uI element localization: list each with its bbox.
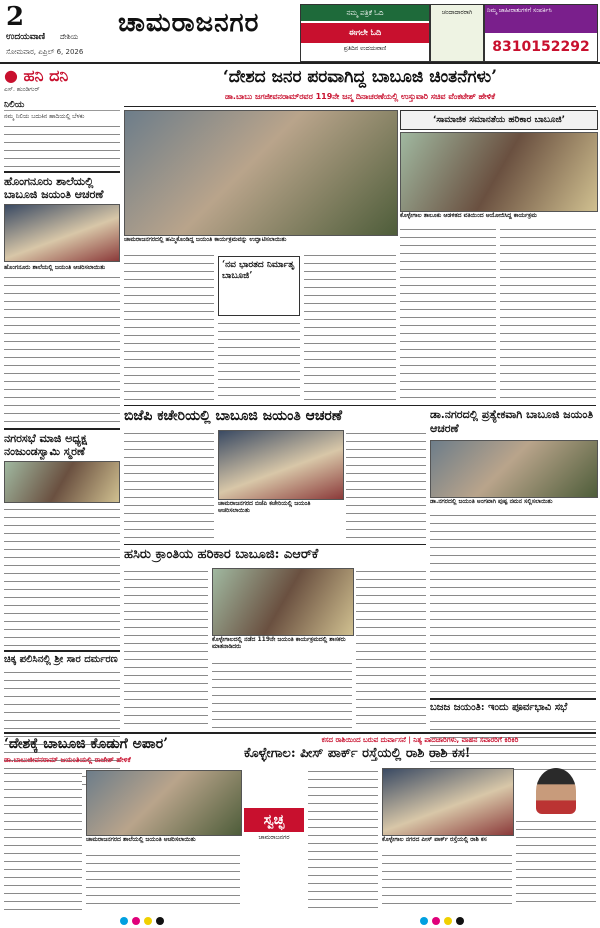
side-body-col1 bbox=[400, 226, 496, 402]
bjp-body bbox=[124, 430, 214, 540]
registration-dot-icon bbox=[432, 917, 440, 925]
ad-reader-bottom: ಪ್ರತಿದಿನ ಉದಯವಾಣಿ bbox=[343, 45, 387, 52]
green-rule bbox=[124, 544, 426, 545]
bjp-photo bbox=[218, 430, 344, 500]
ad-reader-promo[interactable] bbox=[300, 4, 430, 62]
registration-dot-icon bbox=[420, 917, 428, 925]
bottom-left-headline[interactable]: ‘ದೇಶಕ್ಕೆ ಬಾಬೂಜಿ ಕೊಡುಗೆ ಅಪಾರ’ bbox=[4, 736, 169, 752]
bottom-left-caption: ಚಾಮರಾಜನಗರದ ಶಾಲೆಯಲ್ಲಿ ಜಯಂತಿ ಆಚರಿಸಲಾಯಿತು bbox=[86, 836, 196, 843]
drop-icon: ● bbox=[4, 66, 18, 85]
lead-subhead: ಡಾ.ಬಾಬು ಜಗಜೀವನರಾಮ್‌ರವರ 119ನೇ ಜನ್ಮ ದಿನಾಚರಣೆಯಲ್ಲಿ ಉಸ್ತುವಾರಿ ಸಚಿವ ವೆಂಕಟೇಶ್ ಹೇಳಿಕೆ bbox=[224, 92, 496, 101]
page-number: 2 bbox=[6, 2, 25, 32]
print-registration-strip bbox=[0, 914, 600, 928]
bottom-right-photo bbox=[382, 768, 514, 836]
side-photo-caption: ಕೊಳ್ಳೇಗಾಲ ತಾಲೂಕು ಆಡಳಿತದ ವತಿಯಿಂದ ಆಯೋಜಿಸಿದ್ದ ಕಾರ್ಯಕ್ರಮ bbox=[400, 212, 537, 219]
green-body-col1 bbox=[124, 568, 208, 728]
registration-dot-icon bbox=[144, 917, 152, 925]
lead-photo bbox=[124, 110, 398, 236]
bottom-left-subhead: ಡಾ.ಬಾಬುಜೀವನರಾಮ್ ಜಯಂತಿಯಲ್ಲಿ ರಾಜೇಶ್ ಹೇಳಿಕೆ bbox=[4, 756, 131, 764]
pull-quote-box bbox=[218, 256, 300, 316]
side-photo bbox=[400, 132, 598, 212]
bottom-right-body-1 bbox=[308, 768, 378, 910]
nagar-photo bbox=[430, 440, 598, 498]
ad-contact-text: ನಿಮ್ಮ ಜಾಹೀರಾತುಗಳಿಗೆ ಸಂಪರ್ಕಿಸಿ bbox=[485, 5, 597, 33]
story1-headline[interactable]: ಹೊಂಗನೂರು ಶಾಲೆಯಲ್ಲಿ ಬಾಬೂಜಿ ಜಯಂತಿ ಆಚರಣೆ bbox=[4, 171, 120, 201]
lead-body-col3 bbox=[304, 252, 396, 402]
ad-subscribe-text: ಚಂದಾದಾರರಾಗಿ bbox=[441, 9, 473, 16]
bjp-headline[interactable]: ಬಿಜೆಪಿ ಕಚೇರಿಯಲ್ಲಿ ಬಾಬೂಜಿ ಜಯಂತಿ ಆಚರಣೆ bbox=[124, 408, 343, 424]
column-brand: ● ಹನಿ ದನಿ bbox=[4, 66, 69, 85]
ad-reader-mid: ಈಗಲೇ ಓದಿ bbox=[301, 23, 429, 43]
issue-date: ಸೋಮವಾರ, ಏಪ್ರಿಲ್ 6, 2026 bbox=[6, 48, 84, 56]
story2-body bbox=[4, 506, 120, 646]
bottom-left-body-2 bbox=[86, 852, 240, 910]
poem-body bbox=[4, 123, 120, 167]
paper-tag: ದೇಶಿಯ bbox=[60, 33, 79, 41]
lead-rule bbox=[124, 106, 596, 107]
registration-dot-icon bbox=[156, 917, 164, 925]
bjp-body-2 bbox=[346, 430, 426, 540]
left-column bbox=[4, 66, 120, 789]
poem-title: ನಿಲಿಯ bbox=[4, 100, 120, 111]
reporter-quote bbox=[516, 818, 596, 908]
reporter-avatar bbox=[536, 768, 576, 814]
bottom-left-photo bbox=[86, 770, 242, 836]
story3-headline[interactable]: ಚಿಕ್ಕ ಪಲಿಸಿನಲ್ಲಿ ಶ್ರೀ ಸಾರ ದರ್ಮರಣ bbox=[4, 650, 120, 666]
green-photo bbox=[212, 568, 354, 636]
district-title: ಚಾಮರಾಜನಗರ bbox=[118, 8, 260, 38]
nagar-headline[interactable]: ಡಾ.ನಗರದಲ್ಲಿ ಪ್ರತ್ಯೇಕವಾಗಿ ಬಾಬೂಜಿ ಜಯಂತಿ ಆಚರಣೆ bbox=[430, 408, 594, 435]
lead-body-col2 bbox=[218, 320, 300, 402]
nagar-caption: ಡಾ.ನಗರದಲ್ಲಿ ಜಯಂತಿ ಅಂಗವಾಗಿ ಪುಷ್ಪ ನಮನ ಸಲ್ಲಿಸಲಾಯಿತು bbox=[430, 498, 553, 505]
side-body-col2 bbox=[500, 226, 596, 402]
ad-contact-phone: 8310152292 bbox=[492, 39, 590, 55]
poem-text: ನಮ್ಮ ನಿಲಿಯ ಬದುಕಿನ ಹಾದಿಯಲ್ಲಿ ಬೆಳಕು bbox=[4, 113, 85, 120]
story2-photo bbox=[4, 461, 120, 503]
lead-body-col1 bbox=[124, 252, 214, 402]
middle-rule bbox=[124, 405, 596, 406]
bajaj-headline[interactable]: ಬಜಜ ಜಯಂತಿ: ಇಂದು ಪೂರ್ವಭಾವಿ ಸಭೆ bbox=[430, 698, 596, 714]
paper-name: ಉದಯವಾಣಿ bbox=[6, 32, 46, 42]
bottom-banner: ಕಸದ ರಾಶಿಯಿಂದ ಬರುವ ದುರ್ವಾಸನೆ | ನಿತ್ಯ ಪಾದಚಾರಿಗಳು, ವಾಹನ ಸವಾರರಿಗೆ ಕಿರಿಕಿರಿ bbox=[321, 736, 519, 744]
bottom-right-headline[interactable]: ಕೊಳ್ಳೇಗಾಲ: ಪೀಸ್ ಪಾರ್ಕ್ ರಸ್ತೆಯಲ್ಲಿ ರಾಶಿ ರಾಶಿ ಕಸ! bbox=[244, 746, 471, 761]
bottom-right-caption: ಕೊಳ್ಳೇಗಾಲ ನಗರದ ಪೀಸ್ ಪಾರ್ಕ್ ರಸ್ತೆಯಲ್ಲಿ ರಾಶಿ ಕಸ bbox=[382, 836, 487, 843]
swachh-badge-title: ಸ್ವಚ್ಛ bbox=[244, 808, 304, 832]
green-headline[interactable]: ಹಸಿರು ಕ್ರಾಂತಿಯ ಹರಿಕಾರ ಬಾಬೂಜಿ: ಎಆರ್‌ಕೆ bbox=[124, 547, 319, 562]
nagar-body bbox=[430, 512, 596, 692]
bottom-right-body-2 bbox=[382, 852, 512, 910]
green-body-col3 bbox=[356, 568, 426, 728]
swachh-badge bbox=[244, 768, 304, 910]
story1-photo bbox=[4, 204, 120, 262]
registration-dot-icon bbox=[444, 917, 452, 925]
swachh-badge-sub: ಚಾಮರಾಜನಗರ bbox=[258, 834, 290, 841]
ad-contact[interactable] bbox=[484, 4, 598, 62]
registration-dot-icon bbox=[456, 917, 464, 925]
registration-dot-icon bbox=[132, 917, 140, 925]
pull-quote-title: ‘ನವ ಭಾರತದ ನಿರ್ಮಾತೃ ಬಾಬೂಜಿ’ bbox=[222, 260, 295, 281]
side-headline[interactable]: ‘ಸಾಮಾಜಿಕ ಸಮಾನತೆಯ ಹರಿಕಾರ ಬಾಬೂಜಿ’ bbox=[400, 110, 598, 130]
lead-photo-caption: ಚಾಮರಾಜನಗರದಲ್ಲಿ ಹಮ್ಮಿಕೊಂಡಿದ್ದ ಜಯಂತಿ ಕಾರ್ಯಕ್ರಮವನ್ನು ಉದ್ಘಾಟಿಸಲಾಯಿತು bbox=[124, 236, 287, 243]
registration-dot-icon bbox=[120, 917, 128, 925]
bottom-rule bbox=[4, 732, 596, 734]
masthead bbox=[0, 0, 600, 64]
column-byline: ಎಸ್. ಹುಂಡಿಗುರ್ bbox=[4, 86, 40, 93]
ad-subscribe[interactable] bbox=[430, 4, 484, 62]
green-caption: ಕೊಳ್ಳೇಗಾಲದಲ್ಲಿ ನಡೆದ 119ನೇ ಜಯಂತಿ ಕಾರ್ಯಕ್ರಮದಲ್ಲಿ ಶಾಸಕರು ಮಾತನಾಡಿದರು bbox=[212, 636, 346, 650]
story2-headline[interactable]: ನಗರಸಭೆ ಮಾಜಿ ಅಧ್ಯಕ್ಷ ನಂಜುಂಡಸ್ವಾಮಿ ಸ್ಮರಣೆ bbox=[4, 428, 120, 458]
story1-body bbox=[4, 274, 120, 424]
lead-headline[interactable]: ‘ದೇಶದ ಜನರ ಪರವಾಗಿದ್ದ ಬಾಬೂಜಿ ಚಿಂತನೆಗಳು’ bbox=[222, 67, 498, 87]
bottom-left-body bbox=[4, 770, 82, 910]
green-body-col2 bbox=[212, 660, 352, 728]
reporter-box bbox=[516, 768, 596, 910]
story1-caption: ಹೊಂಗನೂರು ಶಾಲೆಯಲ್ಲಿ ಜಯಂತಿ ಆಚರಿಸಲಾಯಿತು bbox=[4, 264, 106, 271]
bjp-caption: ಚಾಮರಾಜನಗರದ ಬಿಜೆಪಿ ಕಚೇರಿಯಲ್ಲಿ ಜಯಂತಿ ಆಚರಿಸಲಾಯಿತು bbox=[218, 500, 311, 514]
ad-reader-top: ನಮ್ಮ ಪತ್ರಿಕೆ ಓದಿ bbox=[301, 5, 429, 21]
